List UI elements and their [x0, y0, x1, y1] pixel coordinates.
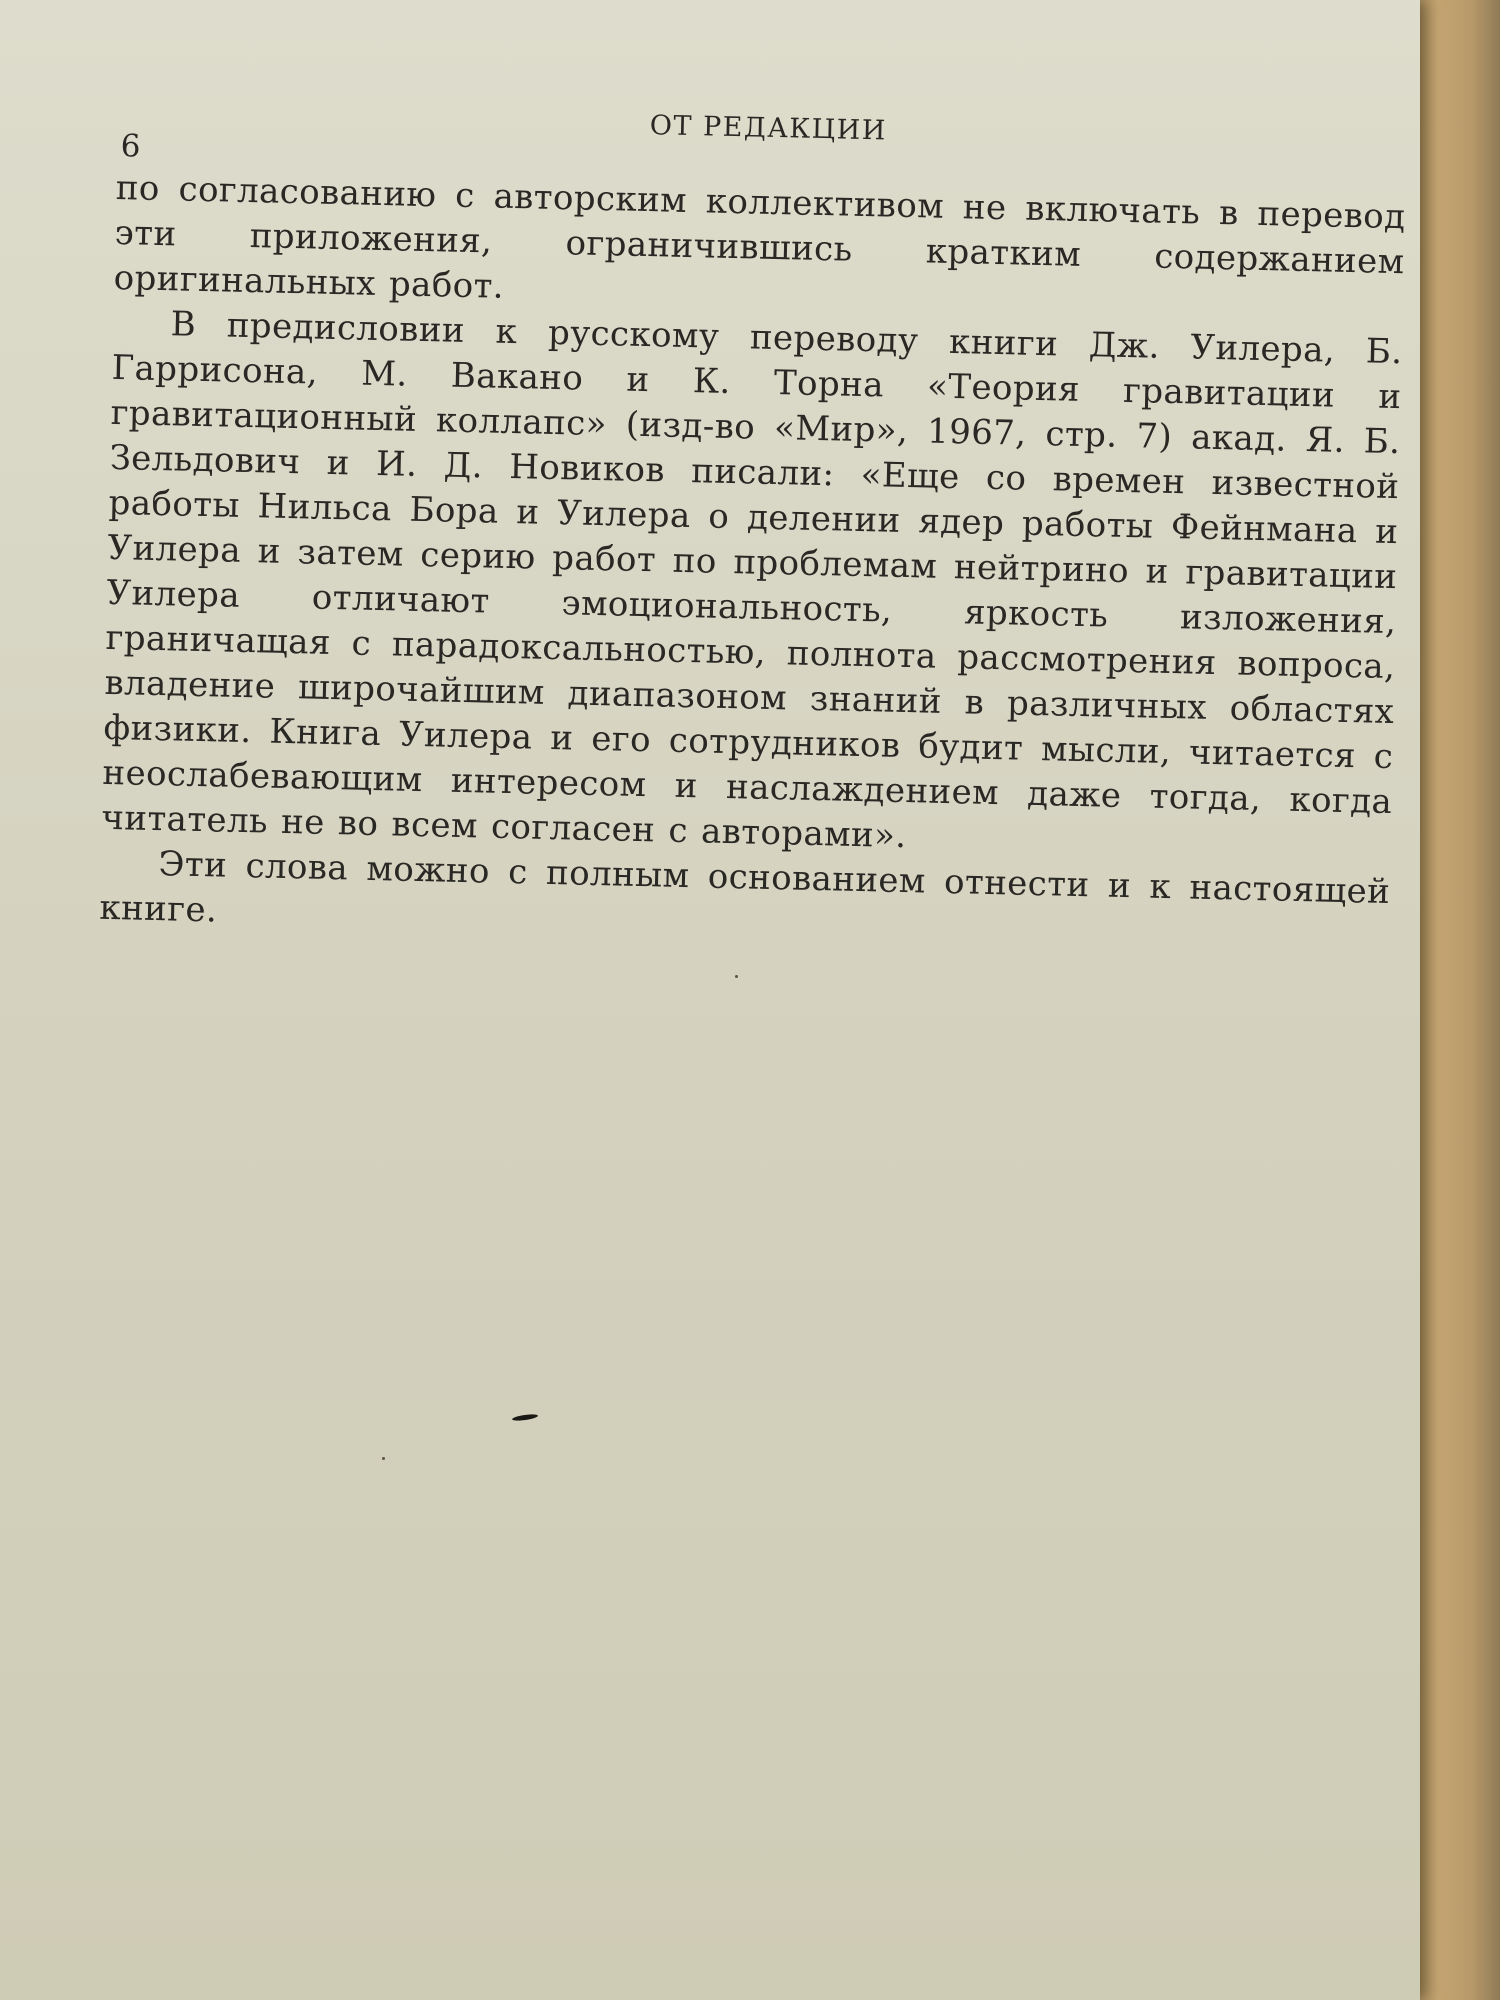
paragraph-2: В предисловии к русскому переводу книги Дж. Уилера, Б. Гаррисона, М. Вакано и К. Торна «Теория гравитации и гравитационный коллапс» (изд-во «Мир», 1967, стр. 7) акад. Я. Б. Зельдович и И. Д. Новиков писали: «Еще со времен известной работы Нильса Бора и Уилера о делении ядер работы Фейнмана и Уилера и затем серию работ по проблемам нейтрино и гравитации Уилера отличают эмоциональность, яркость изложения, граничащая с парадоксальностью, полнота рассмотрения вопроса, владение широчайшим диапазоном знаний в различных областях физики. Книга Уилера и его сотрудников будит мысли, читается с неослабевающим интересом и наслаждением даже тогда, когда читатель не во всем согласен с авторами». [101, 304, 1403, 857]
body-text [99, 166, 1406, 960]
paper-speck [735, 975, 738, 978]
section-title: ОТ РЕДАКЦИИ [649, 110, 888, 147]
paragraph-3: Эти слова можно с полным основанием отнести и к настоящей книге. [99, 844, 1391, 931]
ink-smudge [512, 1413, 538, 1422]
page-number: 6 [120, 128, 141, 165]
paragraph-1: по согласованию с авторским коллективом не включать в перевод эти приложения, ограничившись кратким содержанием оригинальных работ. [113, 167, 1406, 307]
paper-speck [382, 1457, 385, 1460]
page-content [99, 92, 1420, 960]
